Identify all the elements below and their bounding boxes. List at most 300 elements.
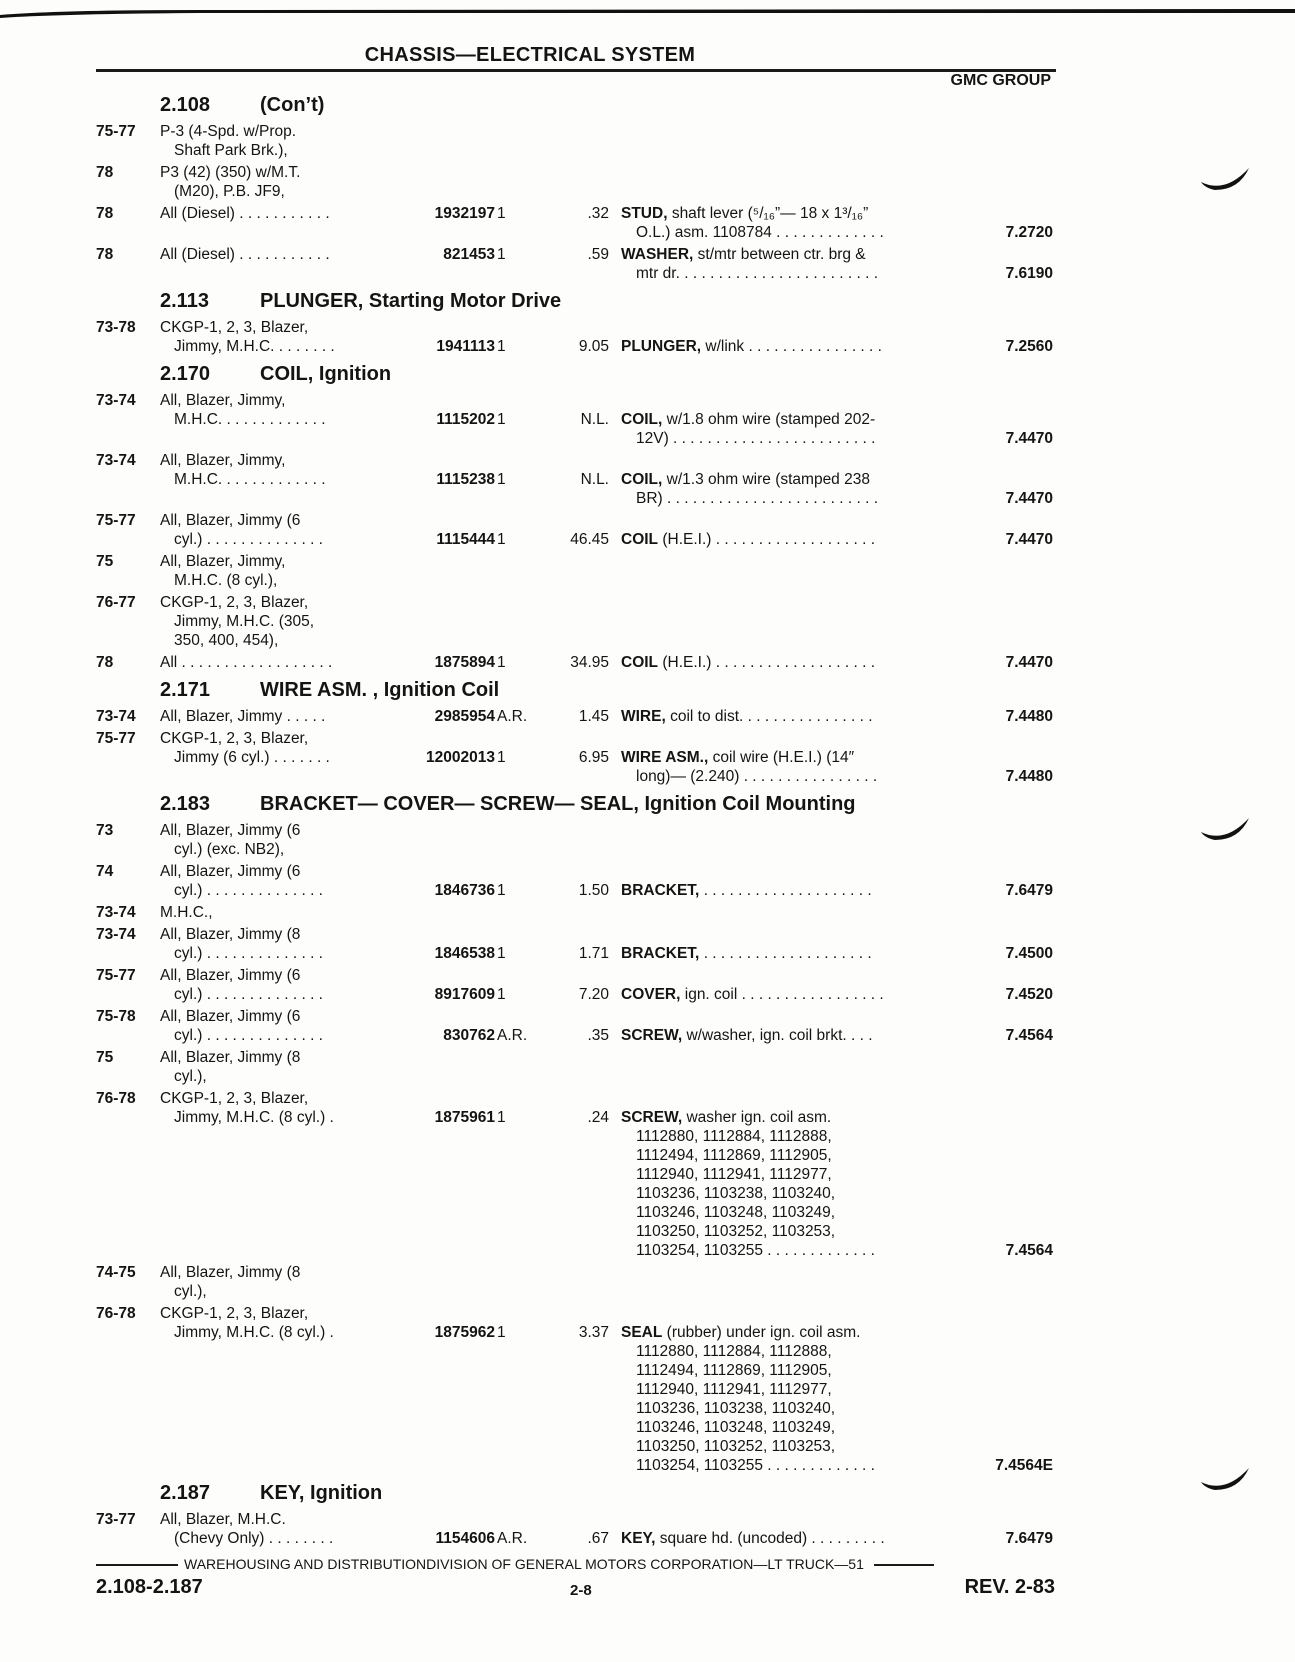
entry-line [0, 1127, 1295, 1146]
entry-line [0, 141, 1295, 160]
application: P-3 (4-Spd. w/Prop. [160, 123, 297, 140]
footer-page-number: 2-8 [570, 1582, 592, 1599]
entry-line [0, 1067, 1295, 1086]
application: cyl.) . . . . . . . . . . . . . . [174, 986, 323, 1003]
entry-line [0, 1510, 1295, 1529]
price: 46.45 [570, 531, 609, 548]
application: (M20), P.B. JF9, [174, 183, 285, 200]
group-number: 7.4480 [1005, 708, 1053, 725]
section-header [0, 791, 1295, 821]
application: All, Blazer, Jimmy, [160, 392, 286, 409]
application: All, Blazer, Jimmy (8 [160, 1049, 301, 1066]
part-entry [0, 1263, 1295, 1301]
application: All, Blazer, Jimmy (8 [160, 926, 301, 943]
entry-line [0, 1108, 1295, 1127]
section-number: 2.113 [160, 290, 209, 312]
part-description-continued: BR) . . . . . . . . . . . . . . . . . . . . . . . . . [636, 490, 879, 507]
parts-list [0, 92, 1295, 1553]
entry-line [0, 1026, 1295, 1045]
entry-line [0, 966, 1295, 985]
part-description-continued: 1103246, 1103248, 1103249, [636, 1419, 836, 1436]
part-entry [0, 966, 1295, 1004]
entry-line [0, 1282, 1295, 1301]
group-number: 7.2560 [1005, 338, 1053, 355]
quantity: 1 [497, 986, 506, 1003]
part-name: WIRE ASM., [621, 749, 709, 766]
entry-line [0, 470, 1295, 489]
model-years: 75-77 [96, 967, 136, 984]
part-detail: w/1.3 ohm wire (stamped 238 [666, 471, 870, 488]
group-number: 7.4470 [1005, 654, 1053, 671]
part-entry [0, 1007, 1295, 1045]
model-years: 76-77 [96, 594, 136, 611]
part-entry [0, 925, 1295, 963]
part-entry [0, 1089, 1295, 1260]
group-number: 7.4500 [1005, 945, 1053, 962]
quantity: 1 [497, 654, 506, 671]
section-title: WIRE ASM. , Ignition Coil [260, 679, 500, 701]
entry-line [0, 821, 1295, 840]
footer-revision: REV. 2-83 [964, 1576, 1055, 1598]
part-name: KEY, [621, 1530, 656, 1547]
part-detail: . . . . . . . . . . . . . . . . . . . . [703, 882, 872, 899]
entry-line [0, 881, 1295, 900]
price: 9.05 [578, 338, 609, 355]
application: M.H.C. . . . . . . . . . . . . [174, 411, 326, 428]
application: All, Blazer, Jimmy (6 [160, 863, 301, 880]
entry-line [0, 1089, 1295, 1108]
section-title: (Con’t) [260, 94, 325, 116]
part-description-continued: 1112940, 1112941, 1112977, [636, 1381, 832, 1398]
entry-line [0, 223, 1295, 242]
model-years: 75 [96, 1049, 114, 1066]
model-years: 74 [96, 863, 114, 880]
part-detail: shaft lever (⁵/₁₆”— 18 x 1³/₁₆” [671, 205, 869, 222]
application: cyl.), [174, 1068, 207, 1085]
entry-line [0, 391, 1295, 410]
price: 6.95 [578, 749, 609, 766]
group-number: 7.4564 [1005, 1242, 1053, 1259]
section-title: PLUNGER, Starting Motor Drive [260, 290, 562, 312]
application: Jimmy (6 cyl.) . . . . . . . [174, 749, 330, 766]
part-number: 12002013 [426, 749, 495, 766]
model-years: 78 [96, 205, 114, 222]
quantity: 1 [497, 1109, 506, 1126]
group-number: 7.6479 [1005, 882, 1053, 899]
part-description-continued: long)— (2.240) . . . . . . . . . . . . . . . . [636, 768, 878, 785]
part-description-continued: 1103250, 1103252, 1103253, [636, 1223, 836, 1240]
part-description-continued: 1112940, 1112941, 1112977, [636, 1166, 832, 1183]
part-description-continued: 1103254, 1103255 . . . . . . . . . . . . . [636, 1242, 875, 1259]
group-number: 7.6479 [1005, 1530, 1053, 1547]
part-entry [0, 391, 1295, 448]
part-entry [0, 451, 1295, 508]
part-number: 821453 [443, 246, 495, 263]
application: cyl.) . . . . . . . . . . . . . . [174, 882, 323, 899]
application: M.H.C. . . . . . . . . . . . . [174, 471, 326, 488]
entry-line [0, 1323, 1295, 1342]
price: N.L. [580, 471, 609, 488]
entry-line [0, 1418, 1295, 1437]
entry-line [0, 1437, 1295, 1456]
price: 1.71 [578, 945, 609, 962]
part-description-continued: 1103254, 1103255 . . . . . . . . . . . . . [636, 1457, 875, 1474]
application: M.H.C., [160, 904, 213, 921]
entry-line [0, 1007, 1295, 1026]
entry-line [0, 748, 1295, 767]
part-number: 8917609 [434, 986, 495, 1003]
entry-line [0, 337, 1295, 356]
part-description [621, 653, 875, 672]
model-years: 75-77 [96, 512, 136, 529]
model-years: 73-77 [96, 1511, 136, 1528]
part-description [621, 1323, 861, 1342]
entry-line [0, 571, 1295, 590]
quantity: 1 [497, 749, 506, 766]
price: .59 [587, 246, 609, 263]
part-description-continued: 1112494, 1112869, 1112905, [636, 1362, 832, 1379]
entry-line [0, 1203, 1295, 1222]
application: (Chevy Only) . . . . . . . . [174, 1530, 334, 1547]
application: All . . . . . . . . . . . . . . . . . . [160, 654, 333, 671]
part-description [621, 1108, 831, 1127]
part-name: PLUNGER, [621, 338, 702, 355]
part-number: 1875961 [434, 1109, 495, 1126]
model-years: 73 [96, 822, 114, 839]
part-description [621, 881, 872, 900]
application: All, Blazer, M.H.C. [160, 1511, 286, 1528]
model-years: 73-78 [96, 319, 136, 336]
group-number: 7.4520 [1005, 986, 1053, 1003]
entry-line [0, 862, 1295, 881]
entry-line [0, 1165, 1295, 1184]
entry-line [0, 122, 1295, 141]
part-detail: w/1.8 ohm wire (stamped 202- [666, 411, 876, 428]
quantity: 1 [497, 531, 506, 548]
part-name: COVER, [621, 986, 681, 1003]
application: CKGP-1, 2, 3, Blazer, [160, 1090, 309, 1107]
part-description [621, 204, 868, 223]
quantity: 1 [497, 411, 506, 428]
page-title: CHASSIS—ELECTRICAL SYSTEM [364, 44, 696, 66]
footer-rule-left [96, 1564, 178, 1566]
section-gap [0, 1551, 1295, 1553]
part-entry [0, 903, 1295, 922]
quantity: 1 [497, 945, 506, 962]
part-name: COIL, [621, 411, 663, 428]
quantity: 1 [497, 471, 506, 488]
footer-credit [96, 1556, 1056, 1572]
entry-line [0, 1380, 1295, 1399]
model-years: 76-78 [96, 1305, 136, 1322]
price: N.L. [580, 411, 609, 428]
part-detail: w/link . . . . . . . . . . . . . . . . [705, 338, 882, 355]
part-name: SCREW, [621, 1027, 683, 1044]
application: All (Diesel) . . . . . . . . . . . [160, 246, 330, 263]
part-description-continued: 1112880, 1112884, 1112888, [636, 1128, 832, 1145]
part-detail: ign. coil . . . . . . . . . . . . . . . . . [684, 986, 884, 1003]
part-entry [0, 729, 1295, 786]
part-description [621, 245, 866, 264]
section-header [0, 92, 1295, 122]
price: 1.50 [578, 882, 609, 899]
group-number: 7.4470 [1005, 430, 1053, 447]
part-entry [0, 821, 1295, 859]
application: CKGP-1, 2, 3, Blazer, [160, 594, 309, 611]
part-number: 1115444 [436, 531, 495, 548]
entry-line [0, 264, 1295, 283]
part-entry [0, 511, 1295, 549]
part-name: STUD, [621, 205, 668, 222]
application: All, Blazer, Jimmy (6 [160, 967, 301, 984]
entry-line [0, 985, 1295, 1004]
part-name: SCREW, [621, 1109, 683, 1126]
price: .67 [587, 1530, 609, 1547]
section-number: 2.108 [160, 94, 211, 116]
section-number: 2.187 [160, 1482, 211, 1504]
part-name: SEAL [621, 1324, 663, 1341]
quantity: A.R. [497, 1027, 528, 1044]
part-description [621, 1529, 885, 1548]
group-number: 7.6190 [1005, 265, 1053, 282]
part-number: 1115202 [436, 411, 495, 428]
part-description [621, 530, 875, 549]
part-number: 1932197 [434, 205, 495, 222]
part-name: COIL [621, 531, 659, 548]
application: cyl.), [174, 1283, 207, 1300]
part-entry [0, 862, 1295, 900]
part-number: 1154606 [435, 1530, 495, 1547]
part-detail: w/washer, ign. coil brkt. . . . [686, 1027, 873, 1044]
part-detail: washer ign. coil asm. [686, 1109, 832, 1126]
part-entry [0, 122, 1295, 160]
entry-line [0, 593, 1295, 612]
application: cyl.) . . . . . . . . . . . . . . [174, 945, 323, 962]
footer-section-range: 2.108-2.187 [96, 1576, 203, 1598]
part-description-continued: 1112880, 1112884, 1112888, [636, 1343, 832, 1360]
application: 350, 400, 454), [174, 632, 279, 649]
group-number: 7.4564E [995, 1457, 1053, 1474]
entry-line [0, 530, 1295, 549]
model-years: 73-74 [96, 926, 136, 943]
application: cyl.) . . . . . . . . . . . . . . [174, 1027, 323, 1044]
section-title: KEY, Ignition [260, 1482, 383, 1504]
entry-line [0, 840, 1295, 859]
part-entry [0, 1510, 1295, 1548]
part-number: 1875894 [434, 654, 495, 671]
quantity: 1 [497, 1324, 506, 1341]
entry-line [0, 451, 1295, 470]
part-name: WIRE, [621, 708, 666, 725]
part-detail: . . . . . . . . . . . . . . . . . . . . [703, 945, 872, 962]
entry-line [0, 182, 1295, 201]
application: P3 (42) (350) w/M.T. [160, 164, 301, 181]
entry-line [0, 552, 1295, 571]
model-years: 78 [96, 246, 114, 263]
entry-line [0, 612, 1295, 631]
part-entry [0, 318, 1295, 356]
entry-line [0, 1241, 1295, 1260]
application: cyl.) (exc. NB2), [174, 841, 285, 858]
part-name: COIL [621, 654, 659, 671]
entry-line [0, 1342, 1295, 1361]
part-description-continued: 1103250, 1103252, 1103253, [636, 1438, 836, 1455]
part-name: BRACKET, [621, 945, 700, 962]
model-years: 75-78 [96, 1008, 136, 1025]
group-number: 7.2720 [1005, 224, 1053, 241]
part-name: BRACKET, [621, 882, 700, 899]
application: Jimmy, M.H.C. . . . . . . . [174, 338, 335, 355]
part-description [621, 748, 854, 767]
entry-line [0, 925, 1295, 944]
top-scan-rule [0, 6, 1295, 18]
part-description [621, 707, 873, 726]
entry-line [0, 707, 1295, 726]
part-detail: (H.E.I.) . . . . . . . . . . . . . . . . . . . [662, 531, 876, 548]
entry-line [0, 1304, 1295, 1323]
entry-line [0, 318, 1295, 337]
section-header [0, 361, 1295, 391]
application: Jimmy, M.H.C. (8 cyl.) . [174, 1324, 334, 1341]
section-title: BRACKET— COVER— SCREW— SEAL, Ignition Coil Mounting [260, 793, 856, 815]
entry-line [0, 1048, 1295, 1067]
application: All, Blazer, Jimmy (6 [160, 822, 301, 839]
application: Jimmy, M.H.C. (305, [174, 613, 315, 630]
group-number: 7.4564 [1005, 1027, 1053, 1044]
part-entry [0, 204, 1295, 242]
part-description [621, 337, 882, 356]
part-entry [0, 593, 1295, 650]
entry-line [0, 1456, 1295, 1475]
entry-line [0, 410, 1295, 429]
model-years: 73-74 [96, 904, 136, 921]
part-entry [0, 552, 1295, 590]
application: All, Blazer, Jimmy (6 [160, 1008, 301, 1025]
application: cyl.) . . . . . . . . . . . . . . [174, 531, 323, 548]
part-detail: coil to dist. . . . . . . . . . . . . . . . [670, 708, 873, 725]
price: 1.45 [578, 708, 609, 725]
model-years: 74-75 [96, 1264, 136, 1281]
entry-line [0, 429, 1295, 448]
application: All, Blazer, Jimmy, [160, 452, 286, 469]
section-header [0, 1480, 1295, 1510]
quantity: 1 [497, 246, 506, 263]
header-rule [96, 69, 1056, 72]
part-entry [0, 1048, 1295, 1086]
application: All, Blazer, Jimmy, [160, 553, 286, 570]
part-detail: st/mtr between ctr. brg & [697, 246, 866, 263]
section-number: 2.183 [160, 793, 211, 815]
entry-line [0, 1184, 1295, 1203]
entry-line [0, 1222, 1295, 1241]
model-years: 73-74 [96, 708, 136, 725]
model-years: 75-77 [96, 730, 136, 747]
application: CKGP-1, 2, 3, Blazer, [160, 319, 309, 336]
application: CKGP-1, 2, 3, Blazer, [160, 730, 309, 747]
entry-line [0, 163, 1295, 182]
model-years: 75 [96, 553, 114, 570]
footer-rule-right [874, 1564, 934, 1566]
entry-line [0, 653, 1295, 672]
entry-line [0, 1361, 1295, 1380]
part-entry [0, 245, 1295, 283]
part-name: WASHER, [621, 246, 694, 263]
part-entry [0, 163, 1295, 201]
application: Shaft Park Brk.), [174, 142, 288, 159]
quantity: 1 [497, 338, 506, 355]
part-number: 1115238 [436, 471, 495, 488]
quantity: A.R. [497, 1530, 528, 1547]
entry-line [0, 1399, 1295, 1418]
application: M.H.C. (8 cyl.), [174, 572, 278, 589]
part-entry [0, 1304, 1295, 1475]
part-number: 1846736 [434, 882, 495, 899]
entry-line [0, 903, 1295, 922]
part-description-continued: 1103236, 1103238, 1103240, [636, 1185, 836, 1202]
part-description-continued: O.L.) asm. 1108784 . . . . . . . . . . . . . [636, 224, 884, 241]
part-number: 1875962 [434, 1324, 495, 1341]
section-number: 2.171 [160, 679, 211, 701]
entry-line [0, 767, 1295, 786]
price: 7.20 [578, 986, 609, 1003]
part-description-continued: 1103246, 1103248, 1103249, [636, 1204, 836, 1221]
section-number: 2.170 [160, 363, 211, 385]
part-description [621, 470, 870, 489]
price: .35 [587, 1027, 609, 1044]
application: All, Blazer, Jimmy (8 [160, 1264, 301, 1281]
group-number: 7.4470 [1005, 531, 1053, 548]
section-header [0, 288, 1295, 318]
entry-line [0, 729, 1295, 748]
entry-line [0, 944, 1295, 963]
part-description-continued: 1112494, 1112869, 1112905, [636, 1147, 832, 1164]
entry-line [0, 489, 1295, 508]
quantity: 1 [497, 882, 506, 899]
part-description [621, 985, 884, 1004]
entry-line [0, 204, 1295, 223]
part-detail: square hd. (uncoded) . . . . . . . . . [659, 1530, 885, 1547]
part-description [621, 944, 872, 963]
price: .24 [587, 1109, 609, 1126]
group-label: GMC GROUP [950, 72, 1051, 89]
part-description-continued: 1103236, 1103238, 1103240, [636, 1400, 836, 1417]
part-number: 2985954 [434, 708, 495, 725]
footer-credit-text: WAREHOUSING AND DISTRIBUTIONDIVISION OF GENERAL MOTORS CORPORATION—LT TRUCK—51 [184, 1556, 864, 1572]
price: .32 [587, 205, 609, 222]
model-years: 76-78 [96, 1090, 136, 1107]
part-detail: (rubber) under ign. coil asm. [666, 1324, 861, 1341]
section-header [0, 677, 1295, 707]
application: CKGP-1, 2, 3, Blazer, [160, 1305, 309, 1322]
section-title: COIL, Ignition [260, 363, 392, 385]
entry-line [0, 1146, 1295, 1165]
model-years: 73-74 [96, 392, 136, 409]
part-detail: coil wire (H.E.I.) (14″ [712, 749, 855, 766]
part-number: 1941113 [436, 338, 495, 355]
group-number: 7.4470 [1005, 490, 1053, 507]
part-description-continued: mtr dr. . . . . . . . . . . . . . . . . . . . . . . . [636, 265, 879, 282]
application: All, Blazer, Jimmy (6 [160, 512, 301, 529]
model-years: 78 [96, 654, 114, 671]
entry-line [0, 1529, 1295, 1548]
entry-line [0, 631, 1295, 650]
group-number: 7.4480 [1005, 768, 1053, 785]
entry-line [0, 245, 1295, 264]
part-description-continued: 12V) . . . . . . . . . . . . . . . . . . . . . . . . [636, 430, 876, 447]
entry-line [0, 1263, 1295, 1282]
part-entry [0, 653, 1295, 672]
model-years: 78 [96, 164, 114, 181]
